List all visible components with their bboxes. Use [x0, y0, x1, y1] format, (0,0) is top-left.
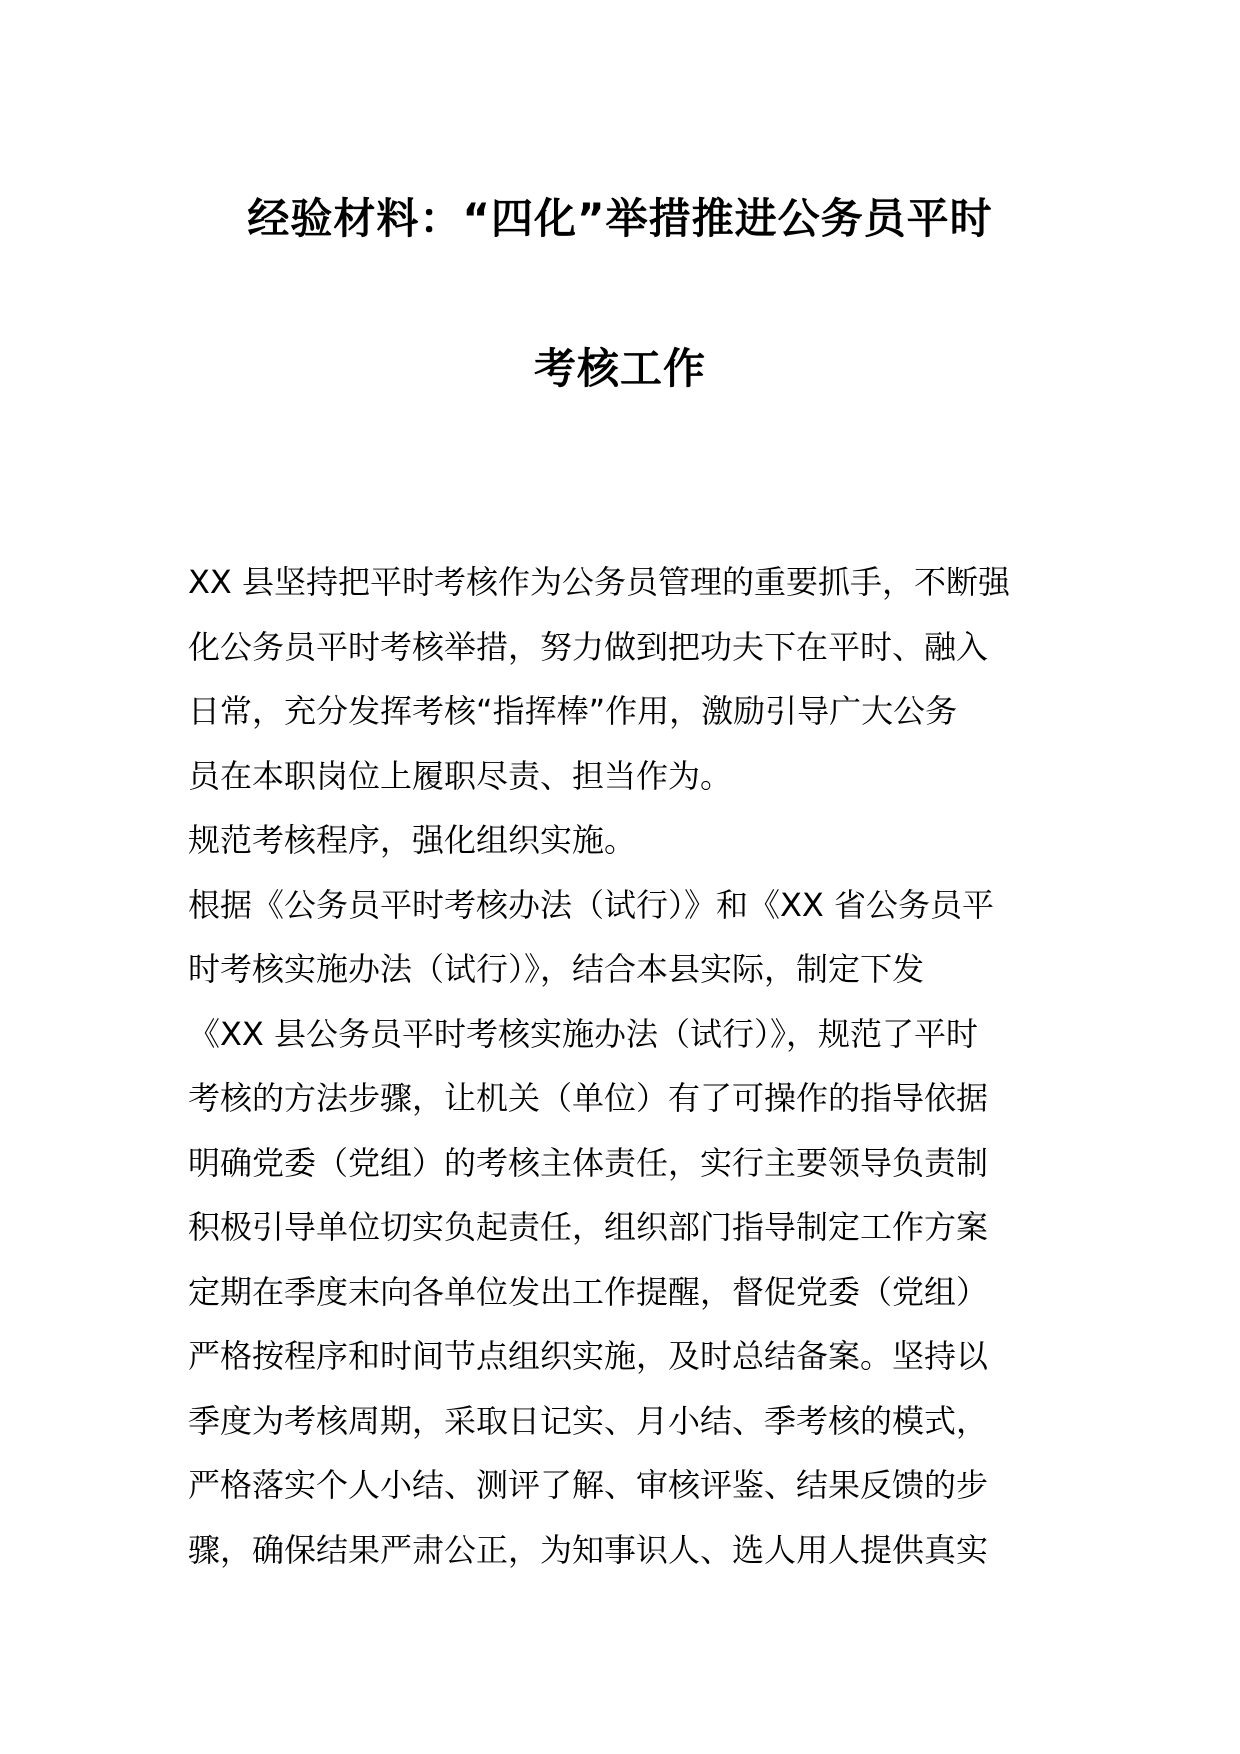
body-line: 严格落实个人小结、测评了解、审核评鉴、结果反馈的步 — [188, 1466, 989, 1504]
body-line: 化公务员平时考核举措，努力做到把功夫下在平时、融入 — [188, 627, 989, 666]
body-line: 严格按程序和时间节点组织实施，及时总结备案。坚持以 — [188, 1337, 989, 1375]
body-line: 员在本职岗位上履职尽责、担当作为。 — [188, 756, 733, 795]
title-line-1: 经验材料：“四化”举措推进公务员平时 — [247, 194, 993, 243]
body-line: 《XX 县公务员平时考核实施办法（试行）》，规范了平时 — [188, 1014, 979, 1053]
body-line: 考核的方法步骤，让机关（单位）有了可操作的指导依据 — [188, 1079, 989, 1117]
body-line: 明确党委（党组）的考核主体责任，实行主要领导负责制 — [188, 1143, 989, 1182]
document-body — [188, 550, 1060, 1582]
body-line: XX 县坚持把平时考核作为公务员管理的重要抓手，不断强 — [188, 563, 1011, 601]
section-heading: 规范考核程序，强化组织实施。 — [188, 821, 637, 859]
body-line: 时考核实施办法（试行）》，结合本县实际，制定下发 — [188, 950, 925, 988]
body-line: 季度为考核周期，采取日记实、月小结、季考核的模式， — [188, 1401, 989, 1440]
title-line-2: 考核工作 — [533, 344, 706, 393]
body-line: 积极引导单位切实负起责任，组织部门指导制定工作方案 — [188, 1208, 989, 1246]
body-line: 日常，充分发挥考核“指挥棒”作用，激励引导广大公务 — [188, 692, 958, 730]
document-title — [150, 195, 1090, 393]
body-line: 根据《公务员平时考核办法（试行）》和《XX 省公务员平 — [188, 885, 995, 924]
body-line: 骤，确保结果严肃公正，为知事识人、选人用人提供真实 — [188, 1530, 989, 1569]
body-line: 定期在季度末向各单位发出工作提醒，督促党委（党组） — [188, 1272, 989, 1311]
